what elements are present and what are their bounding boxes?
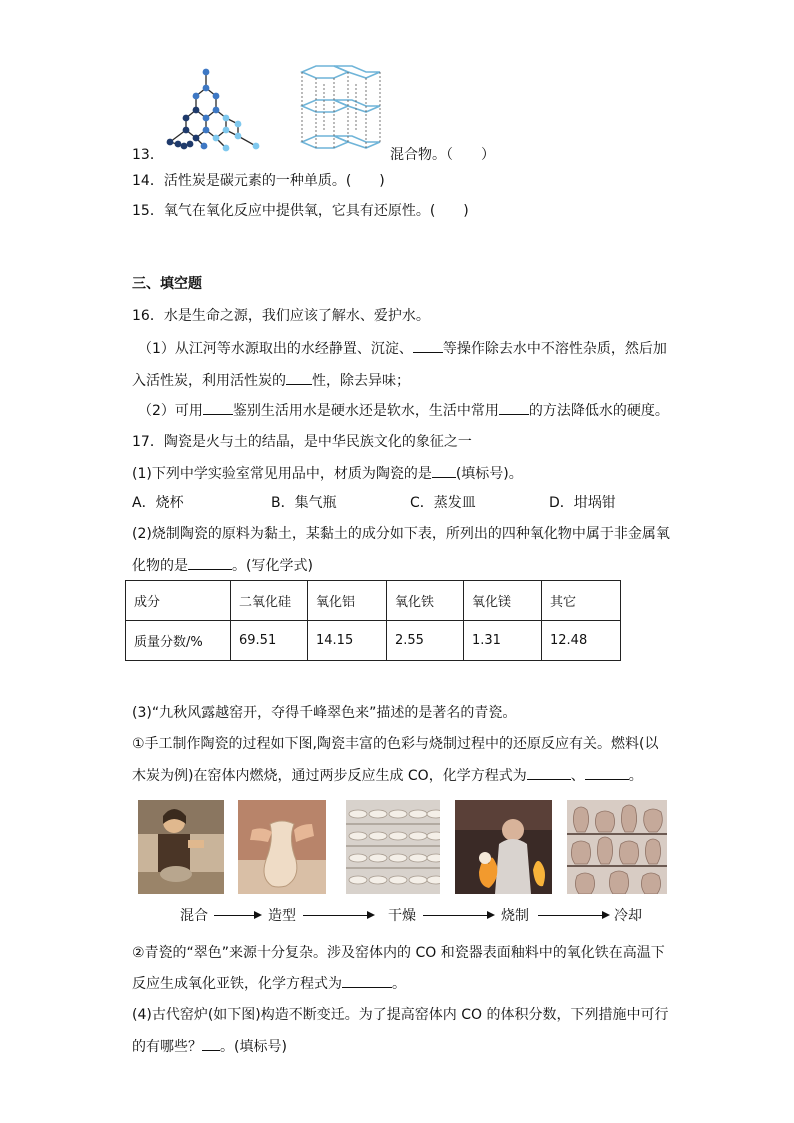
table-header-cell: 氧化铁 <box>387 581 464 621</box>
q16-p1a: （1）从江河等水源取出的水经静置、沉淀、 <box>138 341 413 357</box>
q16-p2c: 的方法降低水的硬度。 <box>528 403 669 419</box>
option-a: A．烧杯 <box>132 495 184 511</box>
table-cell: 12.48 <box>542 621 621 661</box>
blank-17-4[interactable] <box>585 765 629 780</box>
table-header-cell: 二氧化硅 <box>231 581 308 621</box>
blank-17-2[interactable] <box>188 555 232 570</box>
flow-step-cool: 冷却 <box>614 908 642 924</box>
table-header-cell: 氧化镁 <box>464 581 542 621</box>
composition-table <box>125 580 621 661</box>
flow-arrow-icon <box>423 915 493 916</box>
table-row <box>126 621 621 661</box>
question-17-part1 <box>132 463 523 484</box>
question-17-part3-1-line1: ①手工制作陶瓷的过程如下图,陶瓷丰富的色彩与烧制过程中的还原反应有关。燃料(以 <box>132 736 659 752</box>
table-header-cell: 成分 <box>126 581 231 621</box>
flow-step-mix: 混合 <box>180 908 208 924</box>
option-d: D．坩埚钳 <box>549 495 616 511</box>
question-16-part1-line2 <box>132 370 410 391</box>
section-title: 三、填空题 <box>132 276 202 292</box>
q16-p1d: 性，除去异味； <box>312 373 410 389</box>
option-b: B．集气瓶 <box>271 495 337 511</box>
q17-p1b: (填标号)。 <box>455 466 523 482</box>
photo-shaping-icon <box>238 800 326 894</box>
flow-arrow-icon <box>214 915 260 916</box>
table-cell: 14.15 <box>308 621 387 661</box>
option-c: C．蒸发皿 <box>410 495 476 511</box>
blank-17-3[interactable] <box>527 765 571 780</box>
photo-firing-icon <box>455 800 552 894</box>
flow-arrow-icon <box>303 915 373 916</box>
q17-p4c: 。(填标号) <box>220 1039 287 1055</box>
table-cell: 2.55 <box>387 621 464 661</box>
q16-p2b: 鉴别生活用水是硬水还是软水，生活中常用 <box>232 403 499 419</box>
question-13-text: 混合物。（ ） <box>390 147 495 163</box>
blank-16-3[interactable] <box>203 400 233 415</box>
blank-16-1[interactable] <box>413 338 443 353</box>
question-17-part3-2-line1: ②青瓷的“翠色”来源十分复杂。涉及窑体内的 CO 和瓷器表面釉料中的氧化铁在高温下 <box>132 945 665 961</box>
flow-arrow-icon <box>538 915 608 916</box>
q17-p2c: 。(写化学式) <box>232 558 313 574</box>
blank-17-1[interactable] <box>432 463 456 478</box>
table-header-cell: 氧化铝 <box>308 581 387 621</box>
q17-p3-1c: 、 <box>570 768 585 784</box>
q17-p1a: (1)下列中学实验室常见用品中，材质为陶瓷的是 <box>132 466 432 482</box>
blank-16-4[interactable] <box>499 400 529 415</box>
question-13 <box>132 145 164 165</box>
table-cell: 1.31 <box>464 621 542 661</box>
q17-p3-2b: 反应生成氧化亚铁，化学方程式为 <box>132 976 342 992</box>
q17-p3-1d: 。 <box>628 768 643 784</box>
q16-p2a: （2）可用 <box>138 403 203 419</box>
question-17-stem: 17．陶瓷是火与土的结晶，是中华民族文化的象征之一 <box>132 434 472 450</box>
question-16-part2 <box>138 400 669 421</box>
q16-p1b: 等操作除去水中不溶性杂质，然后加 <box>442 341 667 357</box>
flow-step-dry: 干燥 <box>388 908 416 924</box>
photo-cooling-icon <box>567 800 667 894</box>
question-17-part2-line2 <box>132 555 313 576</box>
question-14: 14．活性炭是碳元素的一种单质。( ) <box>132 173 385 189</box>
blank-16-2[interactable] <box>286 370 312 385</box>
q17-p3-1b: 木炭为例)在窑体内燃烧，通过两步反应生成 CO，化学方程式为 <box>132 768 527 784</box>
question-16-stem: 16．水是生命之源，我们应该了解水、爱护水。 <box>132 308 430 324</box>
blank-17-5[interactable] <box>342 973 392 988</box>
blank-17-6[interactable] <box>202 1036 220 1051</box>
table-header-cell: 其它 <box>542 581 621 621</box>
question-17-part3: (3)“九秋风露越窑开，夺得千峰翠色来”描述的是著名的青瓷。 <box>132 705 517 721</box>
question-15: 15．氧气在氧化反应中提供氧，它具有还原性。( ) <box>132 203 469 219</box>
graphite-structure-icon <box>294 64 386 154</box>
question-13-number: 13． <box>132 147 164 163</box>
table-cell: 质量分数/% <box>126 621 231 661</box>
q17-p4b: 的有哪些？ <box>132 1039 202 1055</box>
flow-step-shape: 造型 <box>268 908 296 924</box>
flow-step-fire: 烧制 <box>501 908 529 924</box>
photo-drying-icon <box>346 800 440 894</box>
q17-p2b: 化物的是 <box>132 558 188 574</box>
diamond-structure-icon <box>160 66 265 152</box>
question-16-part1-line1 <box>138 338 667 359</box>
q16-p1c: 入活性炭，利用活性炭的 <box>132 373 286 389</box>
question-17-part4-line1: (4)古代窑炉(如下图)构造不断变迁。为了提高窑体内 CO 的体积分数，下列措施中可行 <box>132 1007 669 1023</box>
question-17-part2-line1: (2)烧制陶瓷的原料为黏土，某黏土的成分如下表，所列出的四种氧化物中属于非金属氧 <box>132 526 670 542</box>
table-header-row <box>126 581 621 621</box>
photo-mixing-icon <box>138 800 224 894</box>
question-17-part3-2-line2 <box>132 973 406 994</box>
question-17-part3-1-line2 <box>132 765 643 786</box>
question-17-part4-line2 <box>132 1036 287 1057</box>
q17-p3-2c: 。 <box>392 976 406 992</box>
table-cell: 69.51 <box>231 621 308 661</box>
